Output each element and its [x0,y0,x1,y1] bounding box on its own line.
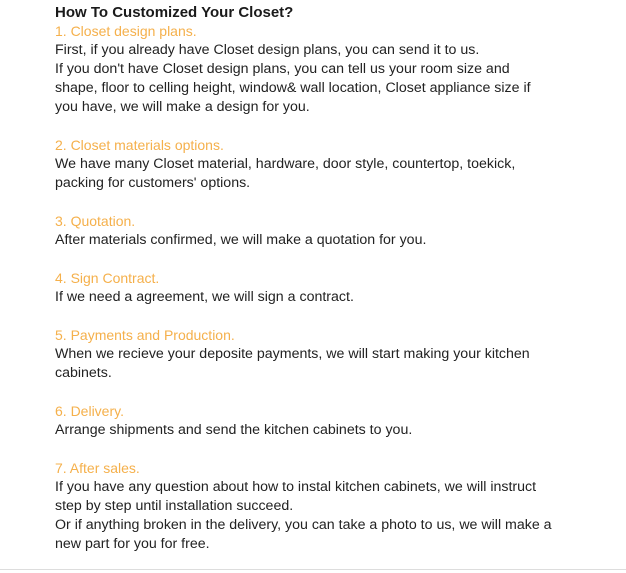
section-sign-contract [55,269,615,307]
section-paragraph: If we need a agreement, we will sign a contract. [55,289,354,305]
section-paragraph: Or if anything broken in the delivery, you can take a photo to us, we will make a new part for you for free. [55,517,552,552]
section-paragraph: Arrange shipments and send the kitchen cabinets to you. [55,422,413,438]
page-title: How To Customized Your Closet? [55,4,294,21]
section-after-sales [55,459,615,554]
article [55,3,615,554]
section-heading: 4. Sign Contract. [55,270,160,286]
divider [0,569,626,570]
section-paragraph: If you don't have Closet design plans, you can tell us your room size and shape, floor to celling height, window& wall location, Closet appliance size if you have, we will make a design for you. [55,61,531,115]
section-heading: 2. Closet materials options. [55,137,224,153]
section-heading: 6. Delivery. [55,403,124,419]
section-paragraph: If you have any question about how to instal kitchen cabinets, we will instruct step by step until installation succeed. [55,479,537,514]
section-payments-production [55,326,615,383]
section-paragraph: First, if you already have Closet design plans, you can send it to us. [55,42,480,58]
section-materials-options [55,136,615,193]
section-quotation [55,212,615,250]
section-design-plans [55,22,615,117]
section-heading: 1. Closet design plans. [55,23,197,39]
section-delivery [55,402,615,440]
section-heading: 3. Quotation. [55,213,136,229]
section-paragraph: When we recieve your deposite payments, we will start making your kitchen cabinets. [55,346,530,381]
section-paragraph: After materials confirmed, we will make a quotation for you. [55,232,427,248]
section-heading: 5. Payments and Production. [55,327,235,343]
section-heading: 7. After sales. [55,460,140,476]
section-paragraph: We have many Closet material, hardware, door style, countertop, toekick, packing for customers' options. [55,156,516,191]
